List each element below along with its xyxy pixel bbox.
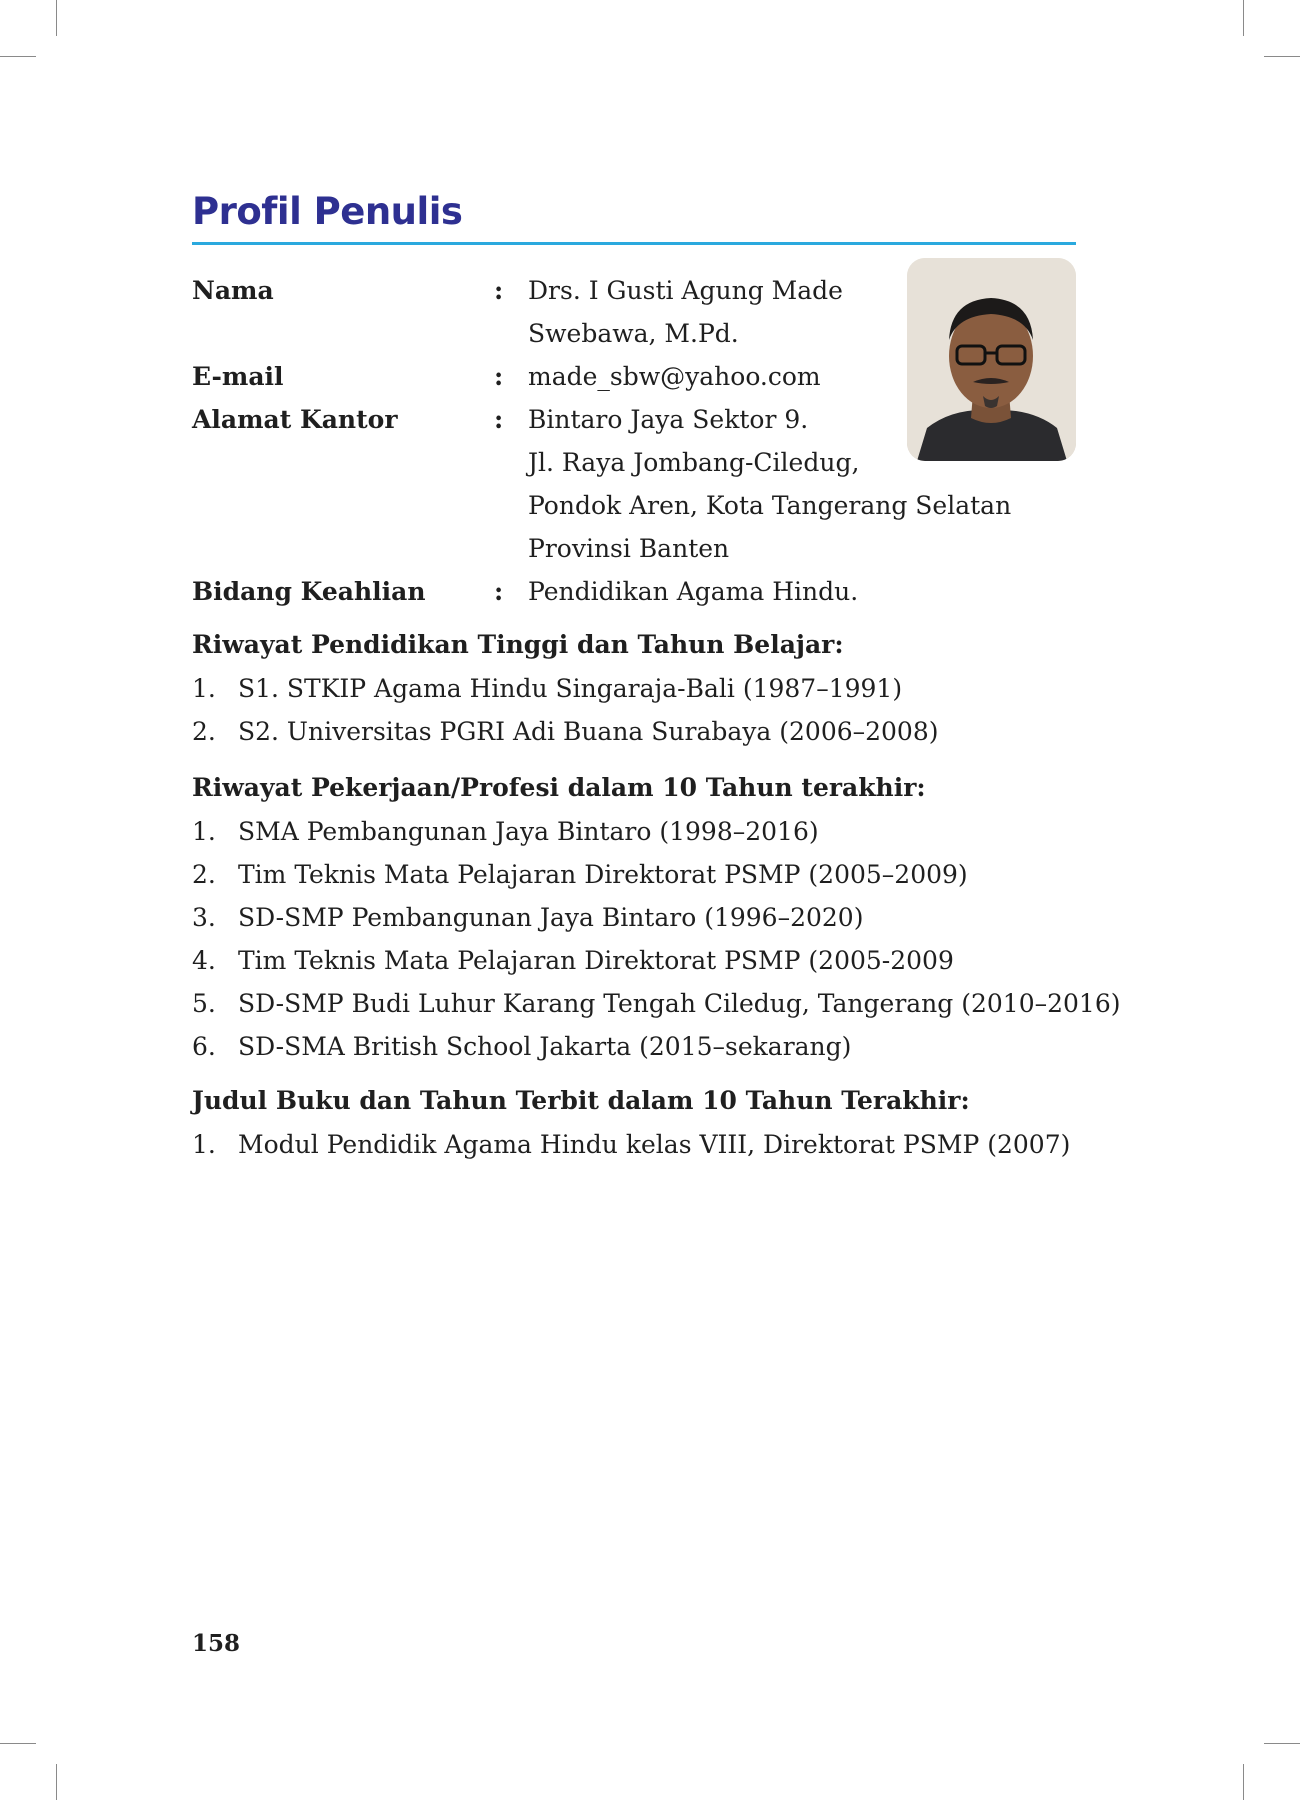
list-number: 2. [192,860,216,889]
profile-colon: : [494,362,504,391]
education-heading: Riwayat Pendidikan Tinggi dan Tahun Belajar: [192,630,844,659]
list-number: 1. [192,674,216,703]
list-text: SD-SMP Budi Luhur Karang Tengah Ciledug, Tangerang (2010–2016) [238,989,1121,1018]
list-text: SD-SMP Pembangunan Jaya Bintaro (1996–2020) [238,903,864,932]
list-number: 4. [192,946,216,975]
list-text: SMA Pembangunan Jaya Bintaro (1998–2016) [238,817,819,846]
email-value: made_sbw@yahoo.com [528,362,821,391]
profile-colon: : [494,577,504,606]
list-text: S1. STKIP Agama Hindu Singaraja-Bali (1987–1991) [238,674,903,703]
crop-mark [56,1764,57,1800]
list-number: 1. [192,1130,216,1159]
crop-mark [56,0,57,36]
list-text: Tim Teknis Mata Pelajaran Direktorat PSMP (2005-2009 [238,946,954,975]
profile-value-line: Bintaro Jaya Sektor 9. [528,405,809,434]
list-text: SD-SMA British School Jakarta (2015–sekarang) [238,1032,852,1061]
list-text: Tim Teknis Mata Pelajaran Direktorat PSMP (2005–2009) [238,860,968,889]
profile-label: E-mail [192,362,284,391]
crop-mark [1264,1743,1300,1744]
list-number: 6. [192,1032,216,1061]
profile-value-line: Jl. Raya Jombang-Ciledug, [528,448,860,477]
profile-value-line: Pendidikan Agama Hindu. [528,577,859,606]
crop-mark [1243,1764,1244,1800]
profile-value-line: Drs. I Gusti Agung Made [528,276,843,305]
profile-label: Nama [192,276,274,305]
profile-value-line: Pondok Aren, Kota Tangerang Selatan [528,491,1012,520]
profile-value [528,570,858,613]
page-number: 158 [192,1630,241,1657]
author-photo [907,258,1076,461]
crop-mark [0,1743,36,1744]
profile-value [528,355,821,398]
profile-value-line: Swebawa, M.Pd. [528,319,739,348]
page-title: Profil Penulis [192,190,463,233]
profile-label: Alamat Kantor [192,405,398,434]
crop-mark [1264,56,1300,57]
work-heading: Riwayat Pekerjaan/Profesi dalam 10 Tahun terakhir: [192,773,926,802]
crop-mark [1243,0,1244,36]
profile-label: Bidang Keahlian [192,577,426,606]
profile-value-line: Provinsi Banten [528,534,730,563]
list-text: Modul Pendidik Agama Hindu kelas VIII, Direktorat PSMP (2007) [238,1130,1071,1159]
profile-value [528,269,843,355]
profile-colon: : [494,276,504,305]
books-heading: Judul Buku dan Tahun Terbit dalam 10 Tahun Terakhir: [192,1086,970,1115]
list-text: S2. Universitas PGRI Adi Buana Surabaya (2006–2008) [238,717,939,746]
title-underline [192,242,1076,245]
list-number: 1. [192,817,216,846]
crop-mark [0,56,36,57]
list-number: 5. [192,989,216,1018]
list-number: 2. [192,717,216,746]
list-number: 3. [192,903,216,932]
profile-colon: : [494,405,504,434]
author-portrait-icon [907,258,1076,461]
